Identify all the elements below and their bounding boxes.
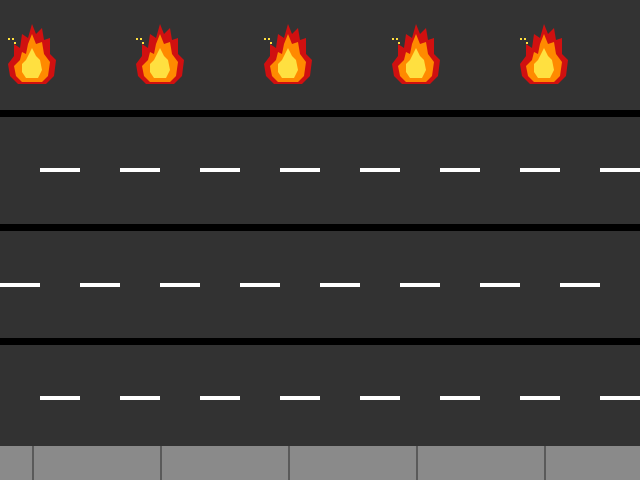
lane-marking bbox=[480, 283, 520, 287]
sidewalk-slab bbox=[288, 446, 416, 480]
fire-icon bbox=[262, 20, 314, 86]
lane-marking bbox=[80, 283, 120, 287]
lane-marking bbox=[520, 168, 560, 172]
fire-icon bbox=[518, 20, 570, 86]
lane-marking bbox=[560, 283, 600, 287]
lane-marking bbox=[440, 168, 480, 172]
lane-marking bbox=[600, 396, 640, 400]
lane-marking bbox=[40, 396, 80, 400]
fire-icon bbox=[134, 20, 186, 86]
road-lane bbox=[0, 345, 640, 446]
lane-marking bbox=[360, 168, 400, 172]
lane-marking bbox=[160, 283, 200, 287]
lane-marking bbox=[0, 283, 40, 287]
lane-marking bbox=[280, 396, 320, 400]
lane-marking bbox=[120, 168, 160, 172]
lane-marking bbox=[200, 396, 240, 400]
lane-marking bbox=[440, 396, 480, 400]
lane-marking bbox=[600, 168, 640, 172]
lane-marking bbox=[520, 396, 560, 400]
lane-marking bbox=[400, 283, 440, 287]
lane-marking bbox=[320, 283, 360, 287]
fire-row bbox=[0, 0, 640, 110]
sidewalk bbox=[0, 446, 640, 480]
lane-marking bbox=[360, 396, 400, 400]
lane-marking bbox=[280, 168, 320, 172]
lane-divider bbox=[0, 110, 640, 117]
lane-marking bbox=[120, 396, 160, 400]
fire-icon bbox=[6, 20, 58, 86]
road-lane bbox=[0, 231, 640, 338]
lane-marking bbox=[40, 168, 80, 172]
sidewalk-slab bbox=[544, 446, 640, 480]
road-lane bbox=[0, 117, 640, 224]
lane-marking bbox=[240, 283, 280, 287]
fire-icon bbox=[390, 20, 442, 86]
sidewalk-slab bbox=[416, 446, 544, 480]
sidewalk-slab bbox=[160, 446, 288, 480]
lane-divider bbox=[0, 224, 640, 231]
lane-divider bbox=[0, 338, 640, 345]
sidewalk-slab bbox=[32, 446, 160, 480]
lane-marking bbox=[200, 168, 240, 172]
